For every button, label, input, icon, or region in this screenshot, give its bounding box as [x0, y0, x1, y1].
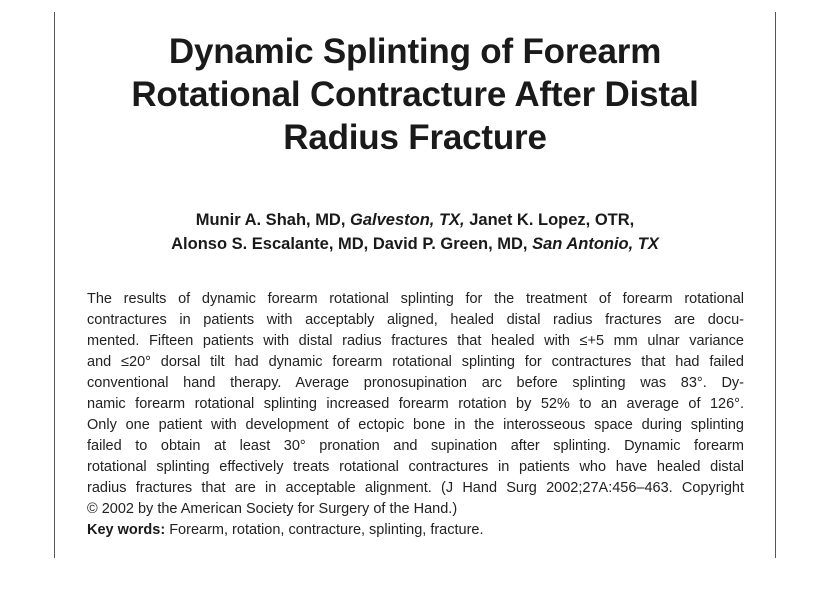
author-names: Janet K. Lopez, OTR, — [469, 211, 635, 229]
author-location: San Antonio, TX — [532, 235, 659, 253]
right-column-rule — [775, 12, 776, 558]
abstract-line: © 2002 by the American Society for Surgery of the Hand.) — [87, 501, 458, 517]
abstract-line: radius fractures that are in acceptable alignment. (J Hand Surg 2002;27A:456–463. Copyright — [87, 480, 744, 496]
author-names: Alonso S. Escalante, MD, David P. Green, MD, — [171, 235, 528, 253]
author-location: Galveston, TX, — [350, 211, 465, 229]
keywords-label: Key words: — [87, 522, 166, 538]
keywords — [87, 520, 744, 541]
author-names: Munir A. Shah, MD, — [195, 211, 346, 229]
author-line-1 — [80, 208, 750, 232]
abstract-line: contractures in patients with acceptably aligned, healed distal radius fractures are docu- — [87, 312, 744, 328]
abstract-line: The results of dynamic forearm rotational splinting for the treatment of forearm rotational — [87, 291, 744, 307]
title-line: Rotational Contracture After Distal — [131, 75, 699, 114]
abstract-line: failed to obtain at least 30° pronation and supination after splinting. Dynamic forearm — [87, 438, 744, 454]
abstract-line: namic forearm rotational splinting increased forearm rotation by 52% to an average of 126°. — [87, 396, 744, 412]
author-line-2 — [80, 232, 750, 256]
title-line: Dynamic Splinting of Forearm — [168, 32, 662, 71]
abstract-line: mented. Fifteen patients with distal radius fractures that healed with ≤+5 mm ulnar variance — [87, 333, 744, 349]
title-line: Radius Fracture — [283, 118, 547, 157]
abstract-line: conventional hand therapy. Average pronosupination arc before splinting was 83°. Dy- — [87, 375, 744, 391]
abstract-line: rotational splinting effectively treats rotational contractures in patients who have healed distal — [87, 459, 744, 475]
author-list — [80, 208, 750, 256]
abstract-line: Only one patient with development of ectopic bone in the interosseous space during splinting — [87, 417, 744, 433]
abstract-line: and ≤20° dorsal tilt had dynamic forearm rotational splinting for contractures that had failed — [87, 354, 744, 370]
article-title — [90, 30, 740, 159]
keywords-text: Forearm, rotation, contracture, splinting, fracture. — [169, 522, 484, 538]
left-column-rule — [54, 12, 55, 558]
abstract — [87, 289, 744, 520]
